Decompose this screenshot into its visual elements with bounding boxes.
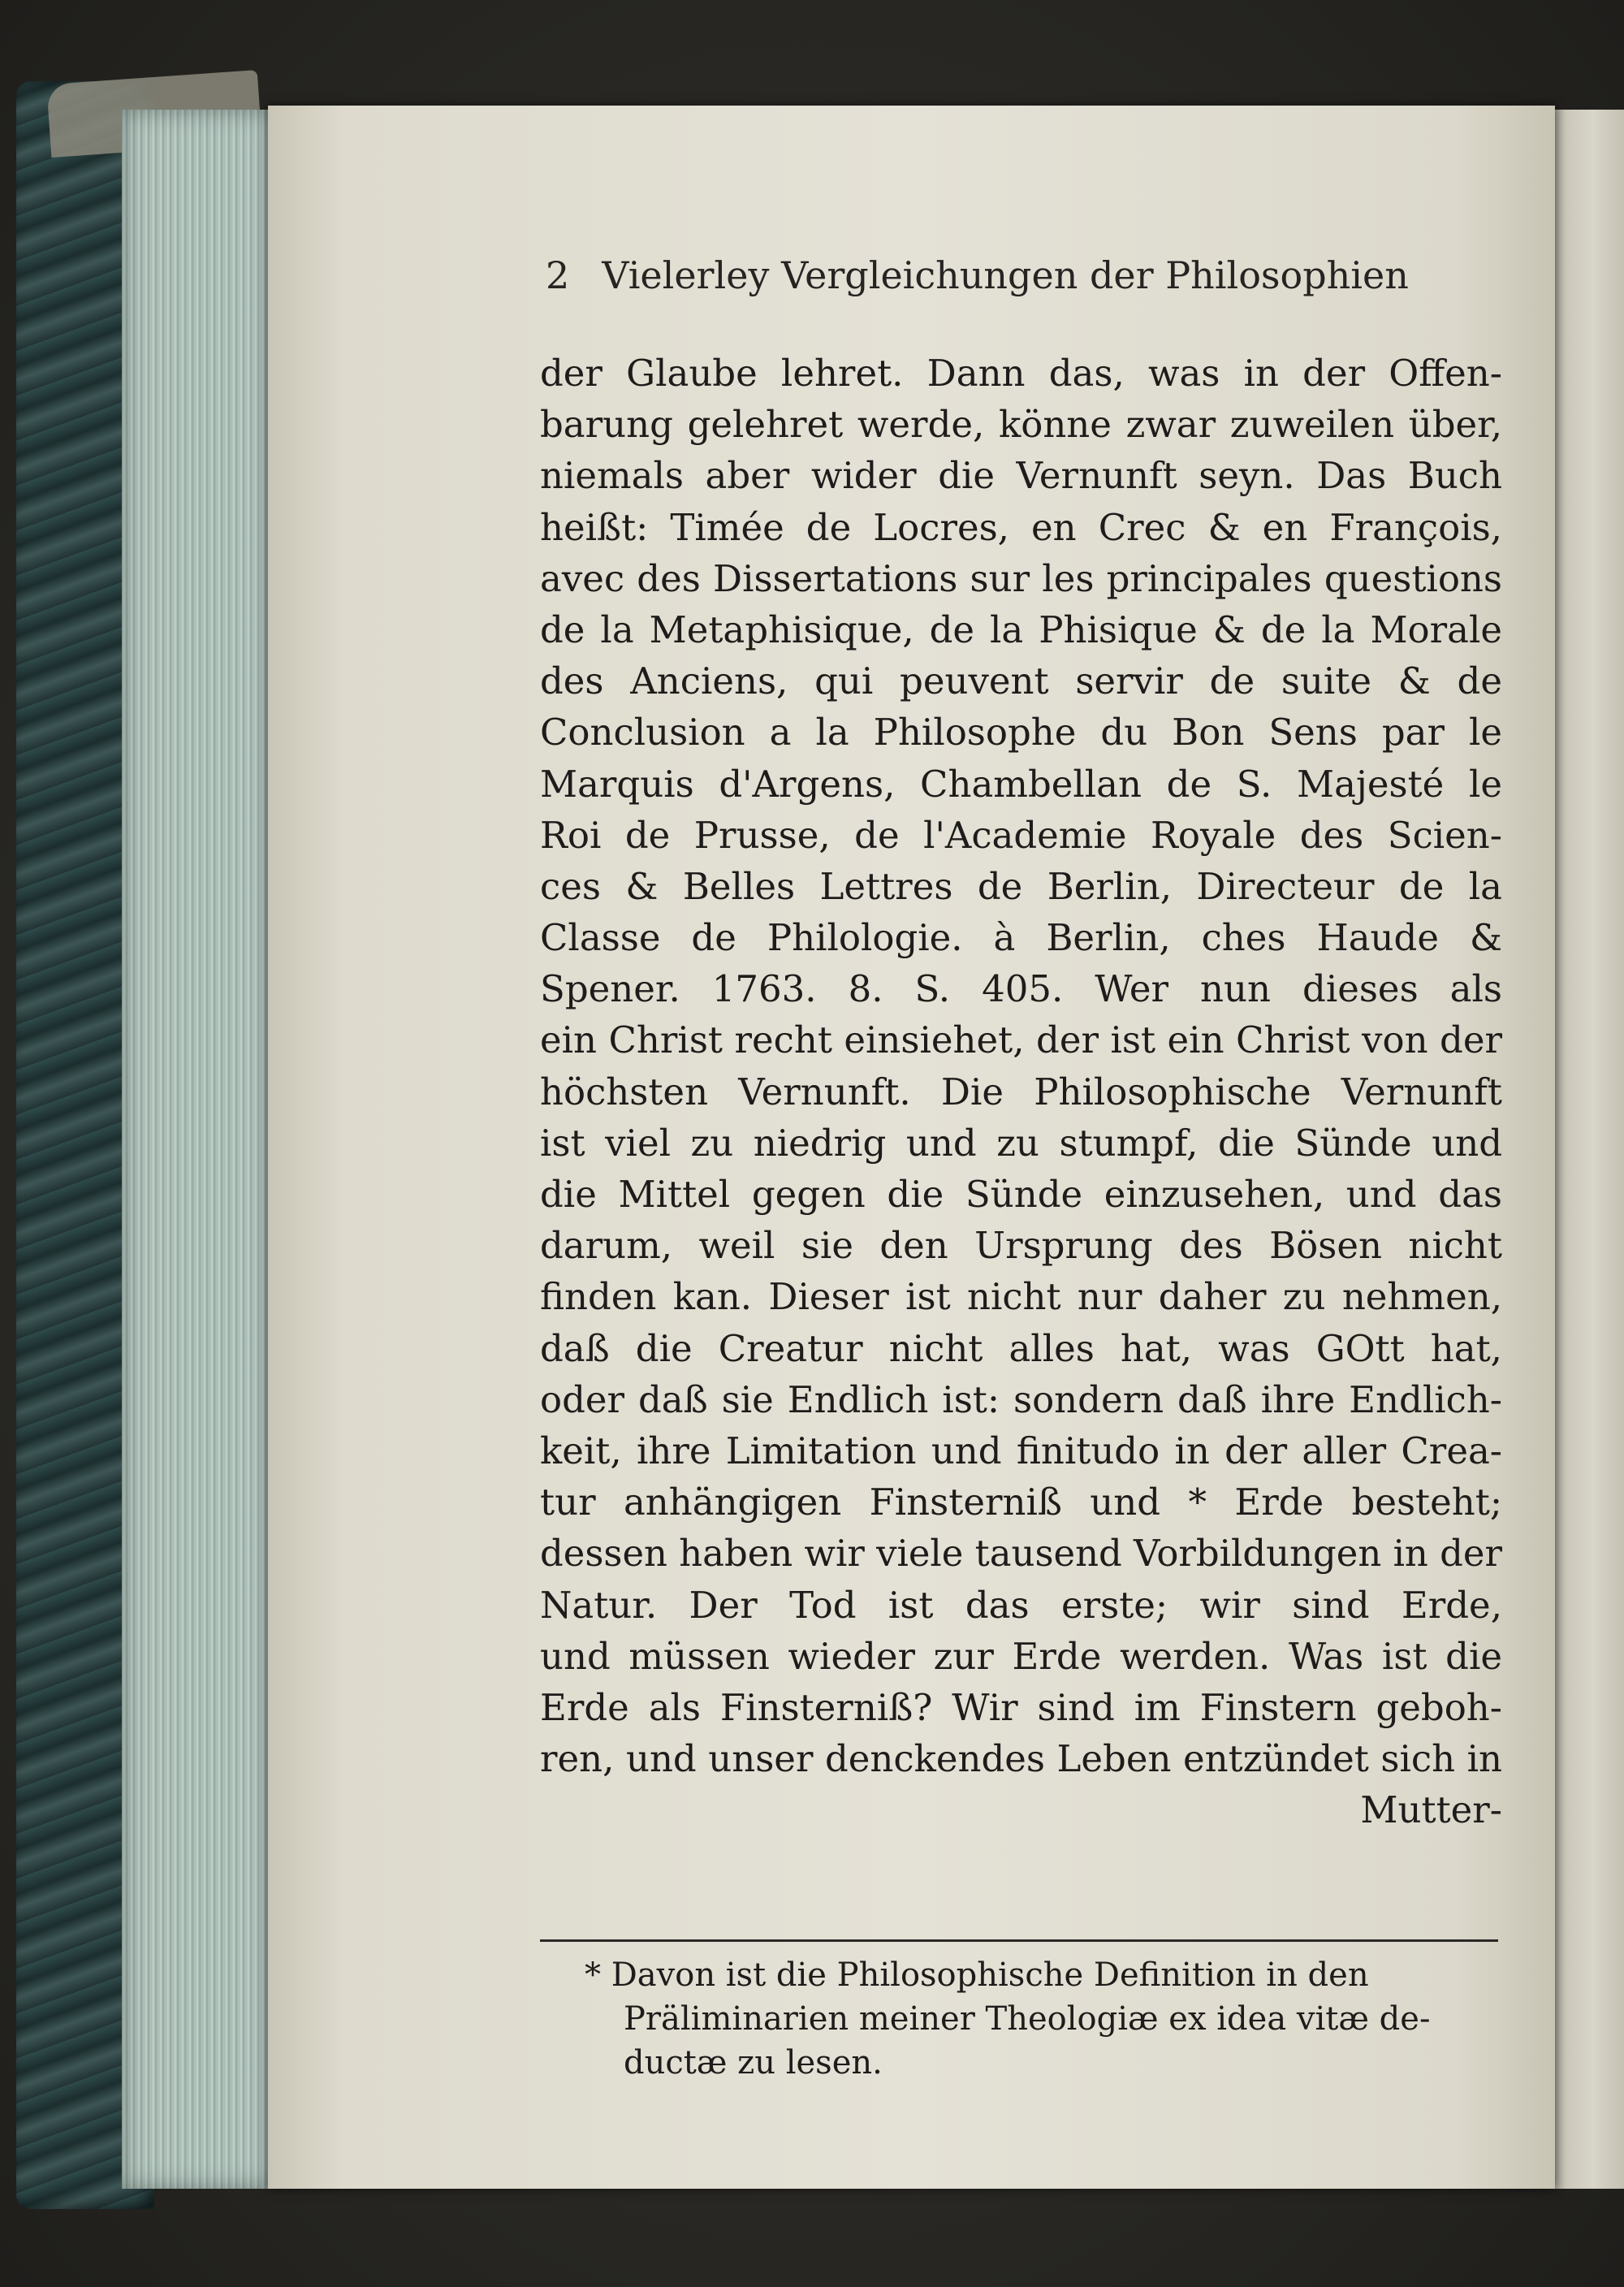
footnote-rule [540, 1939, 1498, 1942]
text-line: der Glaube lehret. Dann das, was in der Offen- [540, 352, 1502, 395]
footnote [585, 1953, 1498, 2085]
text-line: ces & Belles Lettres de Berlin, Directeur de la [540, 864, 1502, 908]
text-line: ren, und unser denckendes Leben entzündet sich in [540, 1737, 1502, 1781]
page-number: 2 [546, 253, 570, 297]
footnote-line: ductæ zu lesen. [624, 2044, 883, 2082]
text-line: Erde als Finsterniß? Wir sind im Finstern geboh- [540, 1685, 1502, 1729]
text-line: ist viel zu niedrig und zu stumpf, die Sünde und [540, 1121, 1502, 1165]
text-line: und müssen wieder zur Erde werden. Was ist die [540, 1634, 1502, 1678]
page-edges [122, 110, 276, 2189]
text-line: höchsten Vernunft. Die Philosophische Vernunft [540, 1070, 1502, 1113]
text-line: daß die Creatur nicht alles hat, was GOtt hat, [540, 1326, 1502, 1370]
running-header [546, 253, 1415, 310]
catchword: Mutter- [1360, 1788, 1502, 1832]
text-line: dessen haben wir viele tausend Vorbildungen in der [540, 1532, 1502, 1576]
text-line: barung gelehret werde, könne zwar zuweilen über, [540, 403, 1502, 447]
text-line: des Anciens, qui peuvent servir de suite & de [540, 659, 1502, 703]
text-line: Conclusion a la Philosophe du Bon Sens par le [540, 711, 1502, 754]
text-line: die Mittel gegen die Sünde einzusehen, und das [540, 1173, 1502, 1216]
text-line: ein Christ recht einsiehet, der ist ein Christ von der [540, 1018, 1502, 1062]
text-line: tur anhängigen Finsterniß und * Erde besteht; [540, 1481, 1502, 1524]
footnote-line: * Davon ist die Philosophische Definition in den [585, 1956, 1369, 1994]
footnote-line: Präliminarien meiner Theologiæ ex idea vitæ de- [624, 2000, 1431, 2038]
text-line: Spener. 1763. 8. S. 405. Wer nun dieses als [540, 967, 1502, 1011]
text-line: oder daß sie Endlich ist: sondern daß ihre Endlich- [540, 1377, 1502, 1421]
text-line: Natur. Der Tod ist das erste; wir sind Erde, [540, 1583, 1502, 1627]
text-line: avec des Dissertations sur les principales questions [540, 556, 1502, 600]
body-text [540, 348, 1502, 1835]
text-line: keit, ihre Limitation und finitudo in der aller Crea- [540, 1429, 1502, 1472]
text-line: de la Metaphisique, de la Phisique & de la Morale [540, 607, 1502, 651]
text-line: finden kan. Dieser ist nicht nur daher zu nehmen, [540, 1275, 1502, 1319]
text-line: Classe de Philologie. à Berlin, ches Haude & [540, 916, 1502, 960]
text-line: Roi de Prusse, de l'Academie Royale des Scien- [540, 813, 1502, 857]
text-line: heißt: Timée de Locres, en Crec & en François, [540, 505, 1502, 549]
facing-page-edge [1547, 110, 1624, 2189]
running-title: Vielerley Vergleichungen der Philosophien [602, 253, 1409, 297]
text-line: niemals aber wider die Vernunft seyn. Das Buch [540, 454, 1502, 498]
text-line: darum, weil sie den Ursprung des Bösen nicht [540, 1224, 1502, 1268]
text-line: Marquis d'Argens, Chambellan de S. Majesté le [540, 762, 1502, 806]
